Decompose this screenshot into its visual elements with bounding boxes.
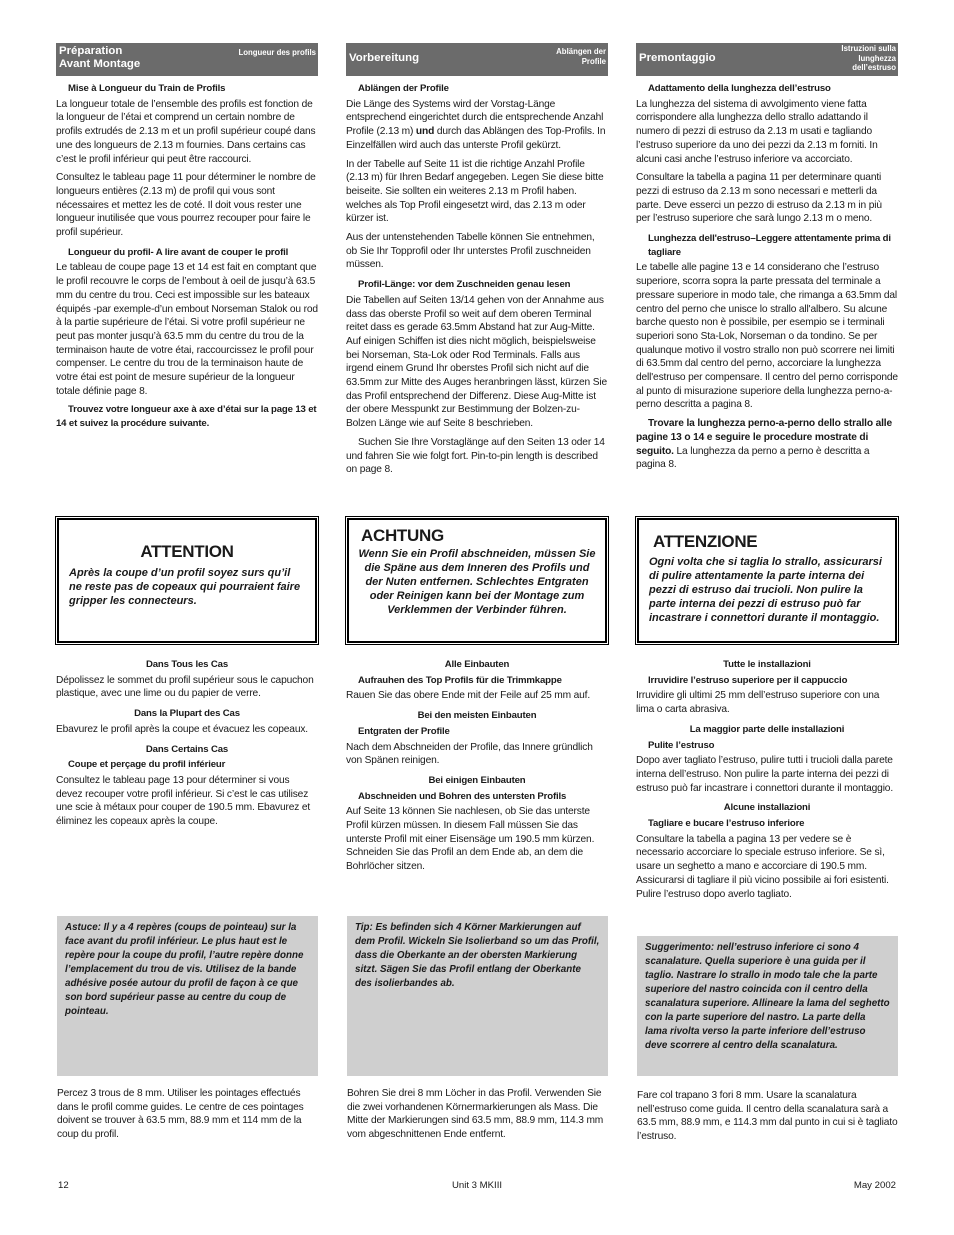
column-german [346, 43, 608, 482]
subheading: Aufrauhen des Top Profils für die Trimmkappe [358, 674, 562, 686]
section-header-italian [636, 43, 898, 76]
subheading: Abschneiden und Bohren des untersten Profils [358, 790, 567, 802]
footer-date: May 2002 [853, 1180, 896, 1191]
paragraph [636, 417, 898, 472]
footer-unit: Unit 3 MKIII [451, 1180, 503, 1191]
install-steps-italian [636, 652, 898, 906]
text-run: durch das Ablängen des Top-Profils. In Einzelfällen wird auch das unterste Profil gekürzt. [346, 126, 606, 151]
header-subtitle: Ablängen der Profile [556, 47, 606, 66]
tip-box-german: Tip: Es befinden sich 4 Körner Markierungen auf dem Profil. Wickeln Sie Isolierband so um das Profil, dass die Oberkante an der obersten Markierung sitzt. Sägen Sie das Profil entlang der Oberkante des isolierbandes ab. [347, 916, 608, 1076]
header-title-line1: Préparation [59, 45, 123, 57]
heading-most-cases: Bei den meisten Einbauten [417, 710, 537, 722]
paragraph: Dépolissez le sommet du profil supérieur sous le capuchon plastique, avec une lime ou du papier de verre. [56, 674, 314, 700]
heading-ablaengen: Ablängen der Profile [358, 83, 449, 94]
emphasis: und [415, 126, 435, 138]
subheading: Coupe et perçage du profil inférieur [68, 759, 226, 771]
warning-box-german [347, 518, 607, 643]
page-number: 12 [58, 1180, 69, 1191]
emphasis: Trovare la lunghezza perno-a-perno dello strallo alle pagine 13 o 14 e seguire le procedure mostrate di seguito. [636, 418, 892, 457]
warning-text: Wenn Sie ein Profil abschneiden, müssen Sie die Späne aus dem Inneren des Profils und der Nuten entfernen. Schlechtes Entgraten oder Reinigen kann bei der Montage zum Verklemmen der Verbinder führen. [358, 548, 596, 616]
subheading: Entgraten der Profile [358, 725, 450, 737]
drill-paragraph-french: Percez 3 trous de 8 mm. Utiliser les pointages effectués dans le profil comme guides. Le centre de ces pointages doivent se trouver à 63.5 mm, 88.9 mm et 114 mm de la coup du profil. [57, 1088, 304, 1141]
header-subtitle: Istruzioni sulla lunghezza dell’estruso [841, 44, 896, 73]
header-title: Premontaggio [639, 52, 716, 64]
paragraph: Le tabelle alle pagine 13 e 14 considerano che l’estruso superiore, scorra sopra la parte pressata del terminale a pressare superiore in modo tale, che rimanga a 63.5mm dal centro del perno che unisce lo strallo all'albero. Su alcune barche questo non è possibile, per esempio se i terminali superiori sono Sta-Lok, Norseman o da tondino. Se per qualunque motivo il vostro strallo non può scorrere nei limiti di 63.5mm dal centro del perno, accorciare la lunghezza dell'estruso per compensare. Il centro del perno corrisponde al punto di misurazione superiore della lunghezza perno-a-perno descritta a pagina 8. [636, 262, 898, 411]
paragraph: Le tableau de coupe page 13 et 14 est fait en comptant que le profil recouvre le corps de l’embout à oeil de jusqu’à 63.5 mm du centre du trou. Ceci est impossible sur les bateaux équipés -par exemple-d’un embout Norseman Stalok ou rod à la partie supérieure de l’étai. Si votre profil supérieur ne peut pas monter jusqu’à 63.5 mm du centre du trou de la terminaison haute de votre étai, raccourcissez le profil pour compenser. Le centre du trou de la terminaison haute de votre étai est point de mesure supérieur de la longueur totale définie page 8. [56, 262, 318, 397]
heading-longueur-profil: Longueur du profil- A lire avant de couper le profil [68, 246, 289, 258]
heading-most-cases: Dans la Plupart des Cas [134, 708, 240, 720]
header-title-line2: Avant Montage [59, 58, 141, 70]
heading-all-cases: Tutte le installazioni [723, 659, 811, 670]
heading-most-cases: La maggior parte delle installazioni [689, 723, 845, 735]
section-header-german [346, 43, 608, 76]
install-steps-german [346, 652, 608, 879]
paragraph: La lunghezza del sistema di avvolgimento viene fatta corrispondere alla lunghezza dello strallo adattando il numero di pezzi di estruso da 2.13 m usati e tagliando l’estruso superiore da uno dei pezzi da 2.13 m forniti. In alcuni casi anche l’estruso inferiore va accorciato. [636, 98, 878, 165]
paragraph: Consultare la tabella a pagina 11 per determinare quanti pezzi di estruso da 2.13 m sono necessari e metterli da parte. Deve esserci un pezzo di estruso da 2.13 m in più per l’estruso superiore che sarà lungo 2.13 m o meno. [636, 172, 882, 225]
warning-title: ATTENTION [140, 542, 234, 561]
warning-text: Ogni volta che si taglia lo strallo, assicurarsi di pulire attentamente la parte interna dei pezzi di estruso dai trucioli. Non pulire la parte interna dei pezzi di estruso può far incastrare i connettori durante il montaggio. [649, 556, 882, 624]
paragraph: La longueur totale de l’ensemble des profils est fonction de la longueur de l’étai et comprend un certain nombre de profils extrudés de 2.13 m et un profil supérieur coupé dans une des longueurs de 2.13 m fournies. Dans certains cas c’est le profil inférieur qui peut être raccourci. [56, 98, 316, 165]
text-run: La lunghezza da perno a perno è descritta a pagina 8. [636, 445, 870, 471]
warning-title: ACHTUNG [361, 526, 444, 545]
tip-box-french: Astuce: Il y a 4 repères (coups de pointeau) sur la face avant du profil inférieur. Le plus haut est le repère pour la coupe du profil, l’autre repère donne l’emplacement du trou de vis. Utilisez de la bande adhésive posée autour du profil de façon à ce que son bord supérieur passe au centre du coup de pointeau. [57, 916, 318, 1076]
heading-some-cases: Bei einigen Einbauten [428, 774, 526, 786]
paragraph: Rauen Sie das obere Ende mit der Feile auf 25 mm auf. [346, 690, 591, 702]
paragraph: Auf Seite 13 können Sie nachlesen, ob Sie das unterste Profil kürzen müssen. In diesem Fall müssen Sie das unterste Profil mit einer Eisensäge um 190.5 mm kürzen. Schneiden Sie das Profil an dem Ende ab, an dem die Bohrlöcher sitzen. [346, 806, 595, 873]
subheading: Tagliare e bucare l’estruso inferiore [648, 818, 805, 830]
text-run: Die Länge des Systems wird der Vorstag-Länge entsprechend eingerichtet durch die entsprechende Anzahl Profile (2.13 m) [346, 98, 604, 138]
heading-adattamento: Adattamento della lunghezza dell’estruso [648, 83, 831, 94]
warning-box-italian [637, 518, 897, 643]
heading-all-cases: Dans Tous les Cas [145, 659, 229, 670]
drill-paragraph-italian: Fare col trapano 3 fori 8 mm. Usare la scanalatura nell’estruso come guida. Il centro della scanalatura sarà a 63.5 mm, 88.9 mm, e 114.3 mm dal punto in cui si è tagliato l’estruso. [637, 1090, 898, 1143]
warning-box-french [57, 518, 317, 643]
heading-profil-laenge: Profil-Länge: vor dem Zuschneiden genau lesen [358, 279, 571, 291]
paragraph: Die Tabellen auf Seiten 13/14 gehen von der Annahme aus dass das oberste Profil so weit auf dem oberen Terminal reitet dass es gerade 63.5mm Abstand hat zur Aug-Mitte. Auf einigen Schiffen ist dies nicht möglich, beispielsweise bei Norseman, Sta-Lok oder Rod Terminals. Falls aus irgend einem Grund Ihr oberstes Profil sich nicht auf die 63.5mm zur Mitte des Auges heranbringen lässt, kürzen Sie das Profil entsprechend der Differenz. Diese Aug-Mitte ist der obere Messpunkt zur Bestimmung der Bolzen-zu-Bolzen Länge wie auf Seite 8 beschrieben. [346, 294, 607, 430]
tip-box-italian: Suggerimento: nell’estruso inferiore ci sono 4 scanalature. Quella superiore è una guida per il taglio. Nastrare lo strallo in modo tale che la parte superiore del nastro coincida con il centro della scanalatura superiore. Allineare la lama del seghetto con la parte superiore del nastro. La parte della lama rivolta verso la parte inferiore dell’estruso deve scorrere al centro della scanalatura. [637, 936, 898, 1076]
paragraph: Consultez le tableau page 13 pour déterminer si vous devez recouper votre profil inférieur. Si c’est le cas utilisez une scie à métaux pour couper de 190.5 mm. Ebavurez et éliminez les copeaux après la coupe. [56, 774, 311, 828]
paragraph: Ebavurez le profil après la coupe et évacuez les copeaux. [56, 723, 308, 735]
paragraph: Suchen Sie Ihre Vorstaglänge auf den Seiten 13 oder 14 und fahren Sie wie folgt fort. Pin-to-pin length is described on page 8. [346, 436, 605, 476]
paragraph: Consultez le tableau page 11 pour déterminer le nombre de longueurs entières (2.13 m) de profil qui vous sont nécessaires et mettez les de coté. Il doit vous rester une longueur inutilisée que vous pourrez recouper pour faire le profil supérieur. [56, 172, 316, 239]
column-french [56, 43, 318, 436]
warning-text: Après la coupe d’un profil soyez surs qu’il ne reste pas de copeaux qui pourraient faire gripper les connecteurs. [69, 567, 301, 607]
heading-some-cases: Dans Certains Cas [145, 743, 229, 755]
paragraph: Irruvidire gli ultimi 25 mm dell’estruso superiore con una lima o carta abrasiva. [636, 690, 880, 716]
paragraph [346, 98, 608, 153]
subheading: Irruvidire l’estruso superiore per il cappuccio [648, 674, 848, 686]
drill-paragraph-german: Bohren Sie drei 8 mm Löcher in das Profil. Verwenden Sie die zwei vorhandenen Körnermarkierungen als Mass. Die Mitte der Markierungen sind 63.5 mm, 88.9 mm, 114.3 mm vom abgeschnittenen Ende entfernt. [347, 1088, 604, 1141]
paragraph: Aus der untenstehenden Tabelle können Sie entnehmen, ob Sie Ihr Topprofil oder Ihr unterstes Profil zuschneiden müssen. [346, 232, 595, 271]
paragraph: Nach dem Abschneiden der Profile, das Innere gründlich von Spänen reinigen. [346, 741, 593, 767]
paragraph: Dopo aver tagliato l’estruso, pulire tutti i trucioli dalla parete interna dell’estruso. Non pulire la parte interna dei pezzi di estruso può far incastrare i connettori durante il montaggio. [636, 755, 894, 794]
header-subtitle: Longueur des profils [238, 48, 316, 57]
instruction-paragraph: Trouvez votre longueur axe à axe d’étai sur la page 13 et 14 et suivez la procédure suivante. [56, 404, 317, 430]
column-italian [636, 43, 898, 477]
paragraph: Consultare la tabella a pagina 13 per vedere se è necessario accorciare lo speciale estruso inferiore. Se sì, usare un seghetto a mano e accorciare di 190.5 mm. Assicurarsi di tagliare il più vicino possibile ai fori esistenti. Pulire l’estruso dopo averlo tagliato. [636, 833, 889, 900]
heading-all-cases: Alle Einbauten [444, 659, 510, 670]
header-title: Vorbereitung [349, 52, 420, 64]
paragraph: In der Tabelle auf Seite 11 ist die richtige Anzahl Profile (2.13 m) für Ihren Bedarf angegeben. Legen Sie diese bitte beiseite. Sie sollten ein weiteres 2.13 m Profil haben. welches als Top Profil eingesetzt wird, das 2.13 m oder kürzer ist. [346, 158, 604, 225]
warning-title: ATTENZIONE [653, 532, 758, 551]
heading-train-profils: Mise à Longueur du Train de Profils [68, 83, 226, 94]
heading-some-cases: Alcune installazioni [723, 802, 811, 814]
install-steps-french [56, 652, 318, 834]
section-header-french [56, 43, 318, 76]
heading-lunghezza: Lunghezza dell'estruso–Leggere attentamente prima di tagliare [648, 233, 891, 258]
subheading: Pulite l’estruso [648, 739, 715, 751]
